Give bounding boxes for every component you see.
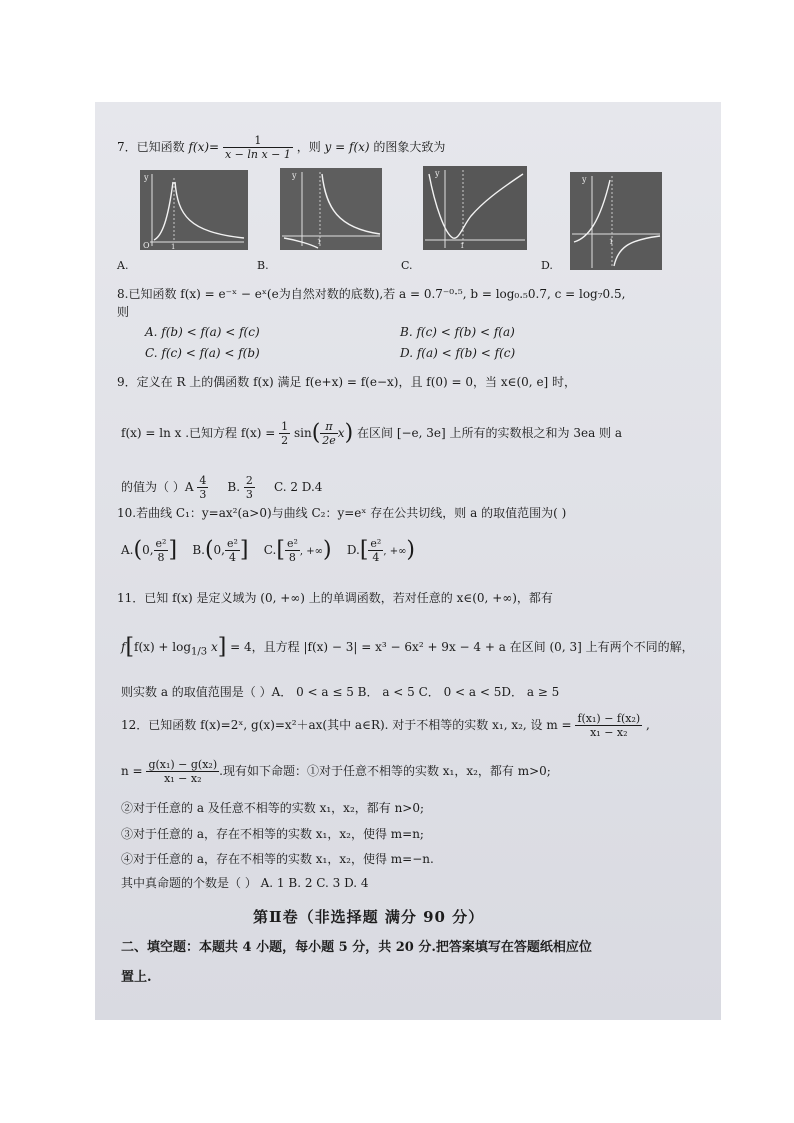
q10-b-open: ( bbox=[204, 537, 214, 563]
q12-n-frac bbox=[146, 758, 219, 785]
q10-b-frac bbox=[225, 537, 240, 564]
q11-line3: 则实数 a 的取值范围是（ ）A． 0 < a ≤ 5 B． a < 5 C． 0 < a < 5D． a ≥ 5 bbox=[121, 685, 560, 699]
q10-d-num: e² bbox=[370, 537, 382, 550]
q7-frac-den: x − ln x − 1 bbox=[224, 148, 291, 161]
q10-option-a-label: A. bbox=[121, 543, 134, 557]
q10-b-num: e² bbox=[227, 537, 238, 550]
q9-pi-num: π bbox=[320, 420, 338, 434]
q10-a-close: ] bbox=[168, 537, 178, 563]
q7-option-a: A. bbox=[117, 259, 129, 272]
q10-options bbox=[121, 532, 415, 570]
q10-b-close: ] bbox=[239, 537, 249, 563]
q12-question: 其中真命题的个数是（ ） A. 1 B. 2 C. 3 D. 4 bbox=[121, 876, 369, 890]
q10-c-num: e² bbox=[286, 537, 298, 550]
q10-b-left: 0, bbox=[213, 543, 225, 557]
q9-pi-frac bbox=[320, 420, 338, 447]
svg-text:1: 1 bbox=[460, 242, 465, 250]
q9-line2-a: f(x) = ln x .已知方程 f(x) = bbox=[121, 426, 276, 440]
q8-option-b: B. f(c) < f(b) < f(a) bbox=[400, 325, 515, 339]
q7-graph-a bbox=[140, 170, 248, 250]
q12-m-num: f(x₁) − f(x₂) bbox=[577, 712, 641, 725]
q9-option-b-label: B. bbox=[227, 480, 241, 494]
q7-stem bbox=[117, 130, 445, 164]
q11-line2-a: f bbox=[121, 640, 126, 654]
q9-line3-a: 的值为（ ）A bbox=[121, 480, 194, 494]
q7-graph-d bbox=[570, 172, 662, 270]
q12-n-den: x₁ − x₂ bbox=[164, 772, 202, 785]
q9-half bbox=[279, 420, 290, 447]
q12-proposition-3: ③对于任意的 a，存在不相等的实数 x₁，x₂，使得 m=n; bbox=[121, 827, 424, 841]
q8-option-c: C. f(c) < f(a) < f(b) bbox=[145, 346, 260, 360]
q10-c-open: [ bbox=[276, 537, 285, 563]
q11-line2-b: f(x) + log bbox=[134, 640, 192, 654]
q10-stem: 10.若曲线 C₁：y=ax²(a>0)与曲线 C₂：y=eˣ 存在公共切线，则 a 的取值范围为( ) bbox=[117, 506, 567, 520]
q7-graph-c bbox=[423, 166, 527, 250]
q7-option-b: B. bbox=[257, 259, 269, 272]
q9-line1: 9．定义在 R 上的偶函数 f(x) 满足 f(e+x) = f(e−x)，且 f(0) = 0，当 x∈(0, e] 时， bbox=[117, 375, 577, 389]
q10-b-den: 4 bbox=[228, 551, 236, 564]
q12-n-num: g(x₁) − g(x₂) bbox=[148, 758, 218, 771]
q8-stem: 8.已知函数 f(x) = e⁻ˣ − eˣ(e为自然对数的底数),若 a = 0.7⁻⁰·⁵, b = log₀.₅0.7, c = log₇0.5, bbox=[117, 287, 626, 301]
q12-m-frac bbox=[575, 712, 642, 739]
q10-a-frac bbox=[154, 537, 169, 564]
q9-half-num: 1 bbox=[281, 420, 289, 433]
q12-line1 bbox=[121, 708, 650, 742]
q7-frac-num: 1 bbox=[223, 134, 293, 148]
q8-option-d: D. f(a) < f(b) < f(c) bbox=[400, 346, 516, 360]
svg-text:1: 1 bbox=[609, 238, 614, 246]
q10-d-close: ) bbox=[406, 537, 416, 563]
fill-in-instructions-line1: 二、填空题：本题共 4 小题，每小题 5 分，共 20 分.把答案填写在答题纸相应位 bbox=[121, 940, 592, 955]
section-title: 第Ⅱ卷（非选择题 满分 90 分） bbox=[253, 908, 485, 926]
q11-line2-d: = 4，且方程 |f(x) − 3| = x³ − 6x² + 9x − 4 + a 在区间 (0, 3] 上有两个不同的解， bbox=[230, 640, 694, 654]
q7-stem-a: 7．已知函数 bbox=[117, 140, 185, 154]
q7-option-d: D. bbox=[541, 259, 553, 272]
q8-then: 则 bbox=[117, 305, 130, 319]
svg-text:1: 1 bbox=[171, 243, 176, 250]
q10-d-den: 4 bbox=[372, 551, 380, 564]
q10-d-open: [ bbox=[359, 537, 369, 563]
q9-half-den: 2 bbox=[281, 434, 289, 447]
q9-b-den: 3 bbox=[245, 488, 253, 501]
q10-a-open: ( bbox=[133, 537, 143, 563]
q11-line1: 11．已知 f(x) 是定义域为 (0, +∞) 上的单调函数，若对任意的 x∈(0, +∞)，都有 bbox=[117, 591, 553, 605]
q10-option-b-label: B. bbox=[192, 543, 205, 557]
svg-text:1: 1 bbox=[317, 238, 322, 246]
q7-stem-b: ，则 bbox=[296, 140, 321, 154]
q9-line2-b: x bbox=[337, 426, 345, 440]
q12-n-label: n = bbox=[121, 764, 143, 778]
q7-fraction bbox=[223, 134, 293, 161]
q7-y-eq: y = f(x) bbox=[324, 140, 370, 154]
q9-line2-c: 在区间 [−e, 3e] 上所有的实数根之和为 3ea 则 a bbox=[357, 426, 623, 440]
q7-option-c: C. bbox=[401, 259, 413, 272]
exam-page bbox=[95, 102, 721, 1020]
q9-option-b-frac bbox=[244, 474, 255, 501]
q12-proposition-4: ④对于任意的 a，存在不相等的实数 x₁，x₂，使得 m=−n. bbox=[121, 852, 434, 866]
q10-option-c-label: C. bbox=[263, 543, 277, 557]
q7-graph-b bbox=[280, 168, 382, 250]
q12-m-den: x₁ − x₂ bbox=[590, 726, 628, 739]
q10-c-right: , +∞ bbox=[299, 546, 323, 557]
q7-stem-c: 的图象大致为 bbox=[373, 140, 446, 154]
q10-c-frac bbox=[285, 537, 300, 564]
q12-line1-b: , bbox=[646, 718, 650, 732]
q11-line2: $f[f(x) + \log_{1/3} x] = 4$，且方程 |f(x) − 3| = x³ − 6x² + 9x − 4 + a 在区间 (0, 3] 上有两个不同的解， bbox=[121, 634, 694, 660]
q9-option-a-frac bbox=[197, 474, 208, 501]
q10-option-d-label: D. bbox=[346, 543, 360, 557]
q8-option-a: A. f(b) < f(a) < f(c) bbox=[145, 325, 260, 339]
q9-line3 bbox=[121, 474, 322, 501]
q10-d-right: , +∞ bbox=[383, 546, 407, 557]
q10-a-left: 0, bbox=[142, 543, 154, 557]
q9-pi-den: 2e bbox=[322, 434, 336, 447]
q11-line2-c: x bbox=[210, 640, 218, 654]
q10-d-frac bbox=[368, 537, 383, 564]
q9-a-den: 3 bbox=[199, 488, 207, 501]
svg-text:y: y bbox=[582, 175, 587, 184]
svg-text:O: O bbox=[143, 241, 150, 250]
q10-c-den: 8 bbox=[288, 551, 296, 564]
q10-c-close: ) bbox=[322, 537, 332, 563]
q12-line1-a: 12．已知函数 f(x)=2ˣ, g(x)=x²＋ax(其中 a∈R). 对于不相等的实数 x₁, x₂, 设 m = bbox=[121, 718, 572, 732]
svg-text:y: y bbox=[144, 173, 149, 182]
svg-text:y: y bbox=[292, 171, 297, 180]
q10-a-den: 8 bbox=[157, 551, 165, 564]
q9-a-num: 4 bbox=[199, 474, 207, 487]
q12-proposition-2: ②对于任意的 a 及任意不相等的实数 x₁，x₂，都有 n>0; bbox=[121, 801, 425, 815]
fill-in-instructions-line2: 置上. bbox=[121, 970, 152, 985]
q10-a-num: e² bbox=[155, 537, 167, 550]
q9-rest: C. 2 D.4 bbox=[273, 480, 323, 494]
q9-sin: sin bbox=[293, 426, 312, 440]
q12-line2 bbox=[121, 754, 551, 788]
q9-b-num: 2 bbox=[245, 474, 253, 487]
svg-text:y: y bbox=[435, 169, 440, 178]
q12-line2-text: .现有如下命题：①对于任意不相等的实数 x₁，x₂，都有 m>0; bbox=[219, 764, 551, 778]
q11-log-base: 1/3 bbox=[191, 646, 208, 658]
q7-fx: f(x)= bbox=[188, 140, 220, 154]
q9-line2: f(x) = ln x .已知方程 f(x) = $\frac{1}{2}$ sin( $\frac{\pi}{2e}$ x) 在区间 [−e, 3e] 上所有的实数根之和为 3ea 则 a bbox=[121, 420, 623, 447]
